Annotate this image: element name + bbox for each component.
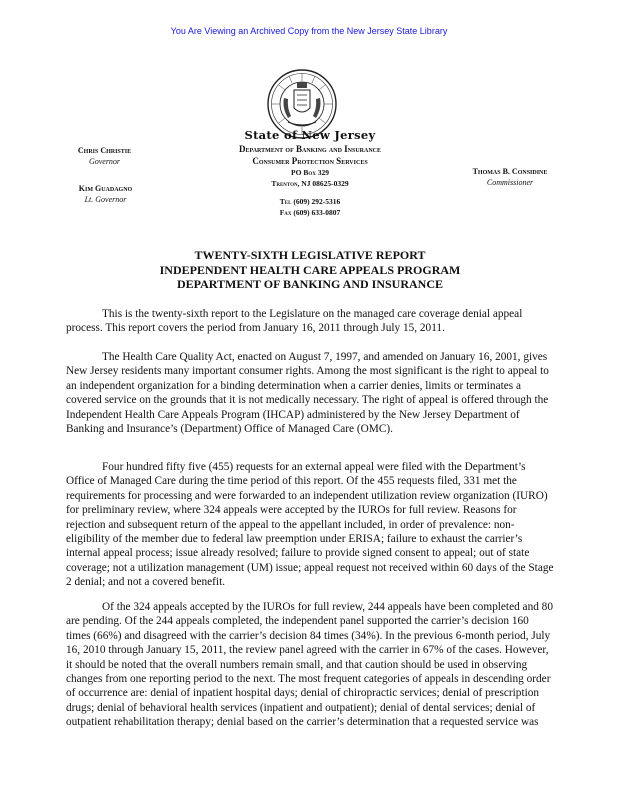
lt-governor-block (58, 183, 153, 205)
lt-governor-title: Lt. Governor (84, 195, 127, 204)
archive-notice: You Are Viewing an Archived Copy from the New Jersey State Library (170, 26, 448, 36)
paragraph-appeals-results: Of the 324 appeals accepted by the IUROs for full review, 244 appeals have been completed and 80 are pending. Of the 244 appeals completed, the independent panel supported the carrier’s decision 160 times (66%) and disagreed with the carrier’s decision 84 times (34%). In the previous 6-month period, July 16, 2010 through January 15, 2011, the review panel agreed with the carrier in 67% of the cases. However, it should be noted that the overall numbers remain small, and that caution should be used in observing changes from one reporting period to the next. The most frequent categories of appeals in descending order of occurrence are: denial of inpatient hospital days; denial of chiropractic services; denial of prescription drugs; denial of behavioral health services (inpatient and outpatient); denial of dental services; denial of outpatient rehabilitation therapy; denial based on the carrier’s determination that a requested service was (66, 601, 553, 729)
po-box: PO Box 329 (291, 168, 329, 177)
report-title-line-1: TWENTY-SIXTH LEGISLATIVE REPORT (194, 248, 426, 262)
city-zip: Trenton, NJ 08625-0329 (271, 179, 349, 188)
state-title: State of New Jersey (244, 128, 376, 142)
division-name: Consumer Protection Services (252, 156, 368, 166)
telephone: Tel (609) 292-5316 (279, 197, 341, 206)
paragraph-health-care-quality-act: The Health Care Quality Act, enacted on August 7, 1997, and amended on January 16, 2001, gives New Jersey residents many important consumer rights. Among the most significant is the right to appeal to an independent organization for a binding determination when a carrier denies, limits or terminates a covered service on the grounds that it is not medically necessary. The right of appeal is offered through the Independent Health Care Appeals Program (IHCAP) administered by the New Jersey Department of Banking and Insurance’s (Department) Office of Managed Care (OMC). (66, 351, 549, 436)
governor-block (62, 145, 147, 167)
report-title-line-3: DEPARTMENT OF BANKING AND INSURANCE (176, 277, 444, 291)
governor-title: Governor (88, 157, 121, 166)
fax: Fax (609) 633-0807 (279, 208, 341, 217)
commissioner-name: Thomas B. Considine (472, 167, 548, 176)
lt-governor-name: Kim Guadagno (78, 184, 133, 193)
paragraph-intro: This is the twenty-sixth report to the Legislature on the managed care coverage denial appeal process. This report covers the period from January 16, 2011 through July 15, 2011. (66, 308, 523, 335)
report-title-line-2: INDEPENDENT HEALTH CARE APPEALS PROGRAM (159, 262, 461, 277)
governor-name: Chris Christie (77, 146, 132, 155)
commissioner-block (455, 166, 565, 188)
paragraph-requests-filed: Four hundred fifty five (455) requests for an external appeal were filed with the Department’s Office of Managed Care during the time period of this report. Of the 455 requests filed, 331 met the requirements for processing and were forwarded to an independent utilization review organization (IURO) for preliminary review, where 324 appeals were accepted by the IUROs for full review. Reasons for rejection and subsequent return of the appeal to the appellant included, in order of prevalence: non-eligibility of the member due to federal law preemption under ERISA; failure to exhaust the carrier’s internal appeal process; issue already resolved; failure to provide signed consent to appeal; out of state coverage; not a utilization management (UM) issue; appeal request not received within 60 days of the Stage 2 denial; and not a covered benefit. (66, 461, 554, 589)
commissioner-title: Commissioner (486, 178, 534, 187)
department-address-block (200, 143, 420, 218)
report-title (100, 248, 520, 292)
department-name: Department of Banking and Insurance (238, 144, 382, 154)
